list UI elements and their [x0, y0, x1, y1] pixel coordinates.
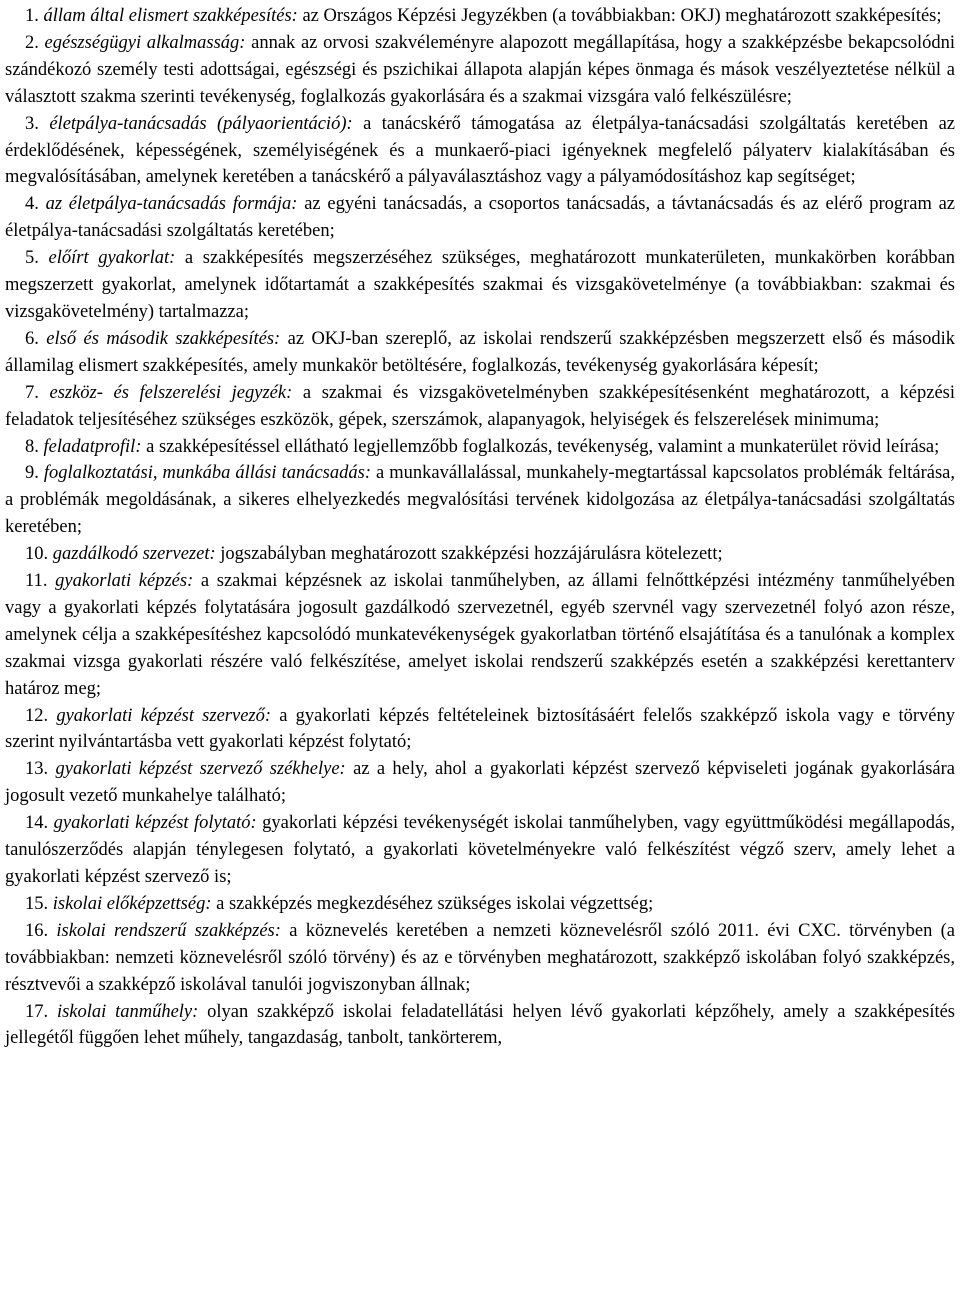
definition-9: [5, 460, 955, 541]
definition-term: egészségügyi alkalmasság:: [44, 32, 246, 53]
definition-term: iskolai rendszerű szakképzés:: [56, 920, 281, 941]
definition-5: [5, 245, 955, 326]
definition-number: 6.: [25, 328, 39, 349]
definition-number: 1.: [25, 6, 39, 26]
definition-text: a szakképesítés megszerzéséhez szükséges, meghatározott munkaterületen, munkakörben korábban megszerzett gyakorlat, amelynek időtartamát a szakképesítés szakmai és vizsgakövetelménye (a továbbiakban: szakmai és vizsgakövetelmény) tartalmazza;: [5, 248, 956, 322]
definition-term: feladatprofil:: [43, 436, 142, 457]
definition-17: [5, 999, 955, 1053]
definition-term: állam által elismert szakképesítés:: [43, 6, 298, 26]
definition-number: 4.: [25, 194, 39, 215]
definition-term: életpálya-tanácsadás (pályaorientáció):: [49, 113, 353, 134]
definition-term: iskolai előképzettség:: [52, 893, 212, 914]
definition-7: [5, 380, 955, 434]
definition-number: 10.: [25, 544, 49, 565]
definition-number: 14.: [25, 813, 49, 834]
definition-number: 11.: [25, 571, 48, 592]
definition-1: [5, 3, 955, 30]
definition-15: [5, 891, 955, 918]
definition-term: az életpálya-tanácsadás formája:: [45, 194, 298, 215]
definition-12: [5, 703, 955, 757]
definition-number: 16.: [25, 920, 49, 941]
definition-6: [5, 326, 955, 380]
definition-number: 5.: [25, 248, 39, 269]
definition-term: gyakorlati képzést folytató:: [53, 813, 257, 834]
definition-text: gyakorlati képzési tevékenységét iskolai tanműhelyben, vagy együttműködési megállapodás, tanulószerződés alapján ténylegesen folytató, a gyakorlati követelményekre való felkészítést végző szerv, amely lehet a gyakorlati képzést szervező is;: [5, 813, 955, 887]
definition-number: 12.: [25, 705, 49, 726]
definition-text: annak az orvosi szakvéleményre alapozott megállapítása, hogy a szakképzésbe bekapcsolódni szándékozó személy testi adottságai, egészségi és pszichikai állapota alapján képes önmaga és mások veszélyeztetése nélkül a választott szakma szerinti tevékenység, foglalkozás gyakorlására és a szakmai vizsgára való felkészülésre;: [5, 32, 956, 107]
definition-text: a tanácskérő támogatása az életpálya-tanácsadási szolgáltatás keretében az érdeklődésének, képességének, személyiségének és a munkaerő-piaci igényeknek megfelelő pályaterv kialakításában és megvalósításában, amelynek keretében a tanácskérő a pályaválasztáshoz vagy a pályamódosításhoz kap segítséget;: [5, 113, 956, 188]
definition-text: a szakképzés megkezdéséhez szükséges iskolai végzettség;: [211, 893, 654, 914]
definition-10: [5, 541, 955, 568]
definition-term: eszköz- és felszerelési jegyzék:: [49, 382, 293, 403]
definition-term: foglalkoztatási, munkába állási tanácsadás:: [43, 463, 371, 484]
definition-text: az Országos Képzési Jegyzékben (a továbbiakban: OKJ) meghatározott szakképesítés;: [297, 6, 942, 26]
definition-term: iskolai tanműhely:: [56, 1001, 199, 1022]
definition-16: [5, 918, 955, 999]
definition-text: az egyéni tanácsadás, a csoportos tanácsadás, a távtanácsadás és az elérő program az életpálya-tanácsadási szolgáltatás keretében;: [5, 194, 956, 242]
definition-text: a szakképesítéssel ellátható legjellemzőbb foglalkozás, tevékenység, valamint a munkaterület rövid leírása;: [141, 436, 940, 457]
definition-2: [5, 30, 955, 111]
definition-term: gyakorlati képzés:: [55, 571, 194, 592]
definition-3: [5, 111, 955, 192]
definition-14: [5, 810, 955, 891]
definition-term: gyakorlati képzést szervező székhelye:: [55, 759, 346, 780]
definition-text: olyan szakképző iskolai feladatellátási helyen lévő gyakorlati képzőhely, amely a szakképesítés jellegétől függően lehet műhely, tangazdaság, tanbolt, tankörterem,: [5, 1001, 956, 1049]
document-page: [5, 3, 955, 1052]
definition-text: a munkavállalással, munkahely-megtartással kapcsolatos problémák feltárása, a problémák megoldásának, a sikeres elhelyezkedés megvalósítási tervének kidolgozása az életpálya-tanácsadási szolgáltatás keretében;: [5, 463, 955, 538]
definition-number: 9.: [25, 463, 39, 484]
definition-number: 7.: [25, 382, 39, 403]
definition-number: 2.: [25, 32, 39, 53]
definition-term: gazdálkodó szervezet:: [52, 544, 216, 565]
definition-text: az a hely, ahol a gyakorlati képzést szervező képviseleti jogának gyakorlására jogosult vezető munkahelye található;: [5, 759, 955, 807]
definition-number: 8.: [25, 436, 39, 457]
definition-term: gyakorlati képzést szervező:: [56, 705, 272, 726]
definition-number: 13.: [25, 759, 49, 780]
definition-text: a köznevelés keretében a nemzeti köznevelésről szóló 2011. évi CXC. törvényben (a továbbiakban: nemzeti köznevelésről szóló törvény) és az e törvényben meghatározott, szakképző iskolában folyó szakképzés, résztvevői a szakképző iskolával tanulói jogviszonyban állnak;: [5, 920, 956, 995]
definition-number: 17.: [25, 1001, 49, 1022]
definition-text: a szakmai és vizsgakövetelményben szakképesítésenként meghatározott, a képzési feladatok teljesítéséhez szükséges eszközök, gépek, szerszámok, alapanyagok, helyiségek és felszerelések minimuma;: [5, 382, 956, 430]
definition-8: [5, 434, 955, 461]
definition-term: első és második szakképesítés:: [46, 328, 281, 349]
definition-13: [5, 756, 955, 810]
definition-text: jogszabályban meghatározott szakképzési hozzájárulásra kötelezett;: [215, 544, 723, 565]
definition-text: a gyakorlati képzés feltételeinek biztosításáért felelős szakképző iskola vagy e törvény szerint nyilvántartásba vett gyakorlati képzést folytató;: [5, 705, 955, 753]
definition-4: [5, 191, 955, 245]
definition-number: 15.: [25, 893, 49, 914]
definition-11: [5, 568, 955, 703]
definition-text: az OKJ-ban szereplő, az iskolai rendszerű szakképzésben megszerzett első és második államilag elismert szakképesítés, amely munkakör betöltésére, foglalkozás, tevékenység gyakorlására képesít;: [5, 328, 956, 376]
definition-number: 3.: [25, 113, 39, 134]
definition-term: előírt gyakorlat:: [48, 248, 176, 269]
definition-text: a szakmai képzésnek az iskolai tanműhelyben, az állami felnőttképzési intézmény tanműhelyében vagy a gyakorlati képzés folytatására jogosult gazdálkodó szervezetnél, egyéb szervnél vagy szervezetnél folyó azon része, amelynek célja a szakképesítéshez kapcsolódó munkatevékenységek gyakorlatban történő elsajátítása és a tanulónak a komplex szakmai vizsga gyakorlati részére való felkészítése, amelyet iskolai rendszerű szakképzés esetén a szakképzési kerettanterv határoz meg;: [5, 571, 955, 699]
